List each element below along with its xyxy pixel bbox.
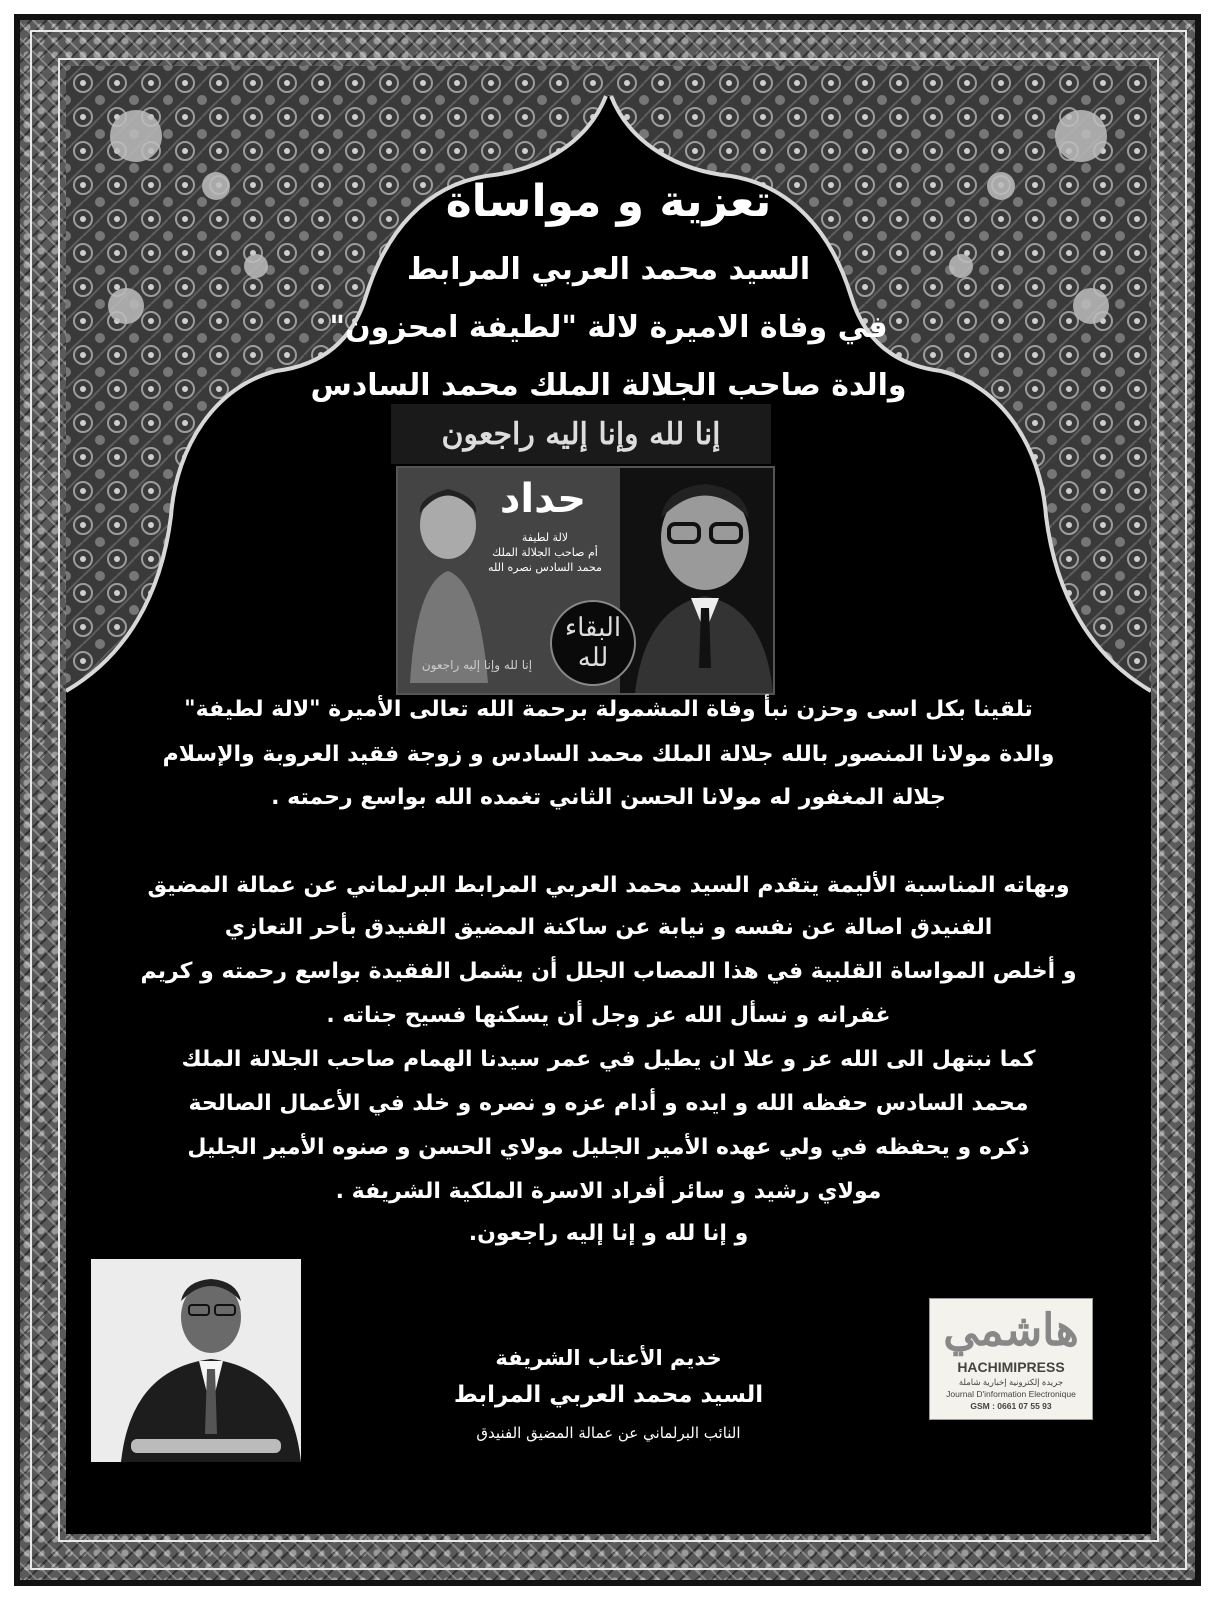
- mourning-caption: لالة لطيفة أم صاحب الجلالة الملك محمد السادس نصره الله: [488, 531, 602, 574]
- body-line: محمد السادس حفظه الله و ايده و أدام عزه و نصره و خلد في الأعمال الصالحة: [188, 1091, 1029, 1116]
- card-content: [66, 66, 1151, 1534]
- page-title: تعزية و مواساة: [445, 176, 772, 227]
- body-line: وبهاته المناسبة الأليمة يتقدم السيد محمد العربي المرابط البرلماني عن عمالة المضيق: [147, 873, 1070, 898]
- main-panel: [66, 66, 1151, 1534]
- albaqaa-seal: البقاء لله: [550, 600, 636, 686]
- body-line: مولاي رشيد و سائر أفراد الاسرة الملكية الشريفة .: [335, 1179, 882, 1204]
- calligraphy-banner: إنا لله وإنا إليه راجعون: [391, 404, 771, 464]
- logo-phone: GSM : 0661 07 55 93: [970, 1401, 1052, 1411]
- logo-tagline-fr: Journal D'information Electronique: [946, 1389, 1076, 1399]
- logo-tagline-ar: جريدة إلكترونية إخبارية شاملة: [958, 1377, 1064, 1387]
- signature-role: خديم الأعتاب الشريفة: [495, 1346, 722, 1370]
- body-line: و إنا لله و إنا إليه راجعون.: [468, 1221, 749, 1246]
- body-line: جلالة المغفور له مولانا الحسن الثاني تغمده الله بواسع رحمته .: [271, 785, 946, 810]
- body-line: ذكره و يحفظه في ولي عهده الأمير الجليل مولاي الحسن و صنوه الأمير الجليل: [187, 1135, 1030, 1160]
- body-line: تلقينا بكل اسى وحزن نبأ وفاة المشمولة برحمة الله تعالى الأميرة "لالة لطيفة": [184, 697, 1033, 722]
- logo-name: HACHIMIPRESS: [957, 1359, 1065, 1375]
- body-line: كما نبتهل الى الله عز و علا ان يطيل في عمر سيدنا الهمام صاحب الجلالة الملك: [181, 1047, 1036, 1072]
- body-line: الفنيدق اصالة عن نفسه و نيابة عن ساكنة المضيق الفنيدق بأحر التعازي: [224, 915, 993, 940]
- body-line: و أخلص المواساة القلبية في هذا المصاب الجلل أن يشمل الفقيدة بواسع رحمته و كريم: [140, 959, 1077, 984]
- king-portrait: [625, 468, 773, 693]
- logo-arabic: هاشمي: [943, 1305, 1079, 1356]
- hachimipress-logo: [929, 1298, 1093, 1420]
- mourning-badge: حداد: [499, 476, 587, 522]
- body-line: غفرانه و نسأل الله عز وجل أن يسكنها فسيح جناته .: [326, 1003, 891, 1028]
- occasion-line: في وفاة الاميرة لالة "لطيفة امحزون": [329, 310, 888, 345]
- relation-line: والدة صاحب الجلالة الملك محمد السادس: [310, 368, 907, 403]
- signature-position: النائب البرلماني عن عمالة المضيق الفنيدق: [476, 1424, 741, 1442]
- mourning-verse: إنا لله وإنا إليه راجعون: [421, 658, 533, 672]
- princess-portrait: [406, 483, 491, 683]
- body-line: والدة مولانا المنصور بالله جلالة الملك محمد السادس و زوجة فقيد العروبة والإسلام: [162, 742, 1055, 767]
- mourning-image: [396, 466, 775, 695]
- sender-name: السيد محمد العربي المرابط: [406, 252, 811, 287]
- mourning-image-right-panel: [620, 468, 773, 693]
- signature-name: السيد محمد العربي المرابط: [453, 1382, 764, 1408]
